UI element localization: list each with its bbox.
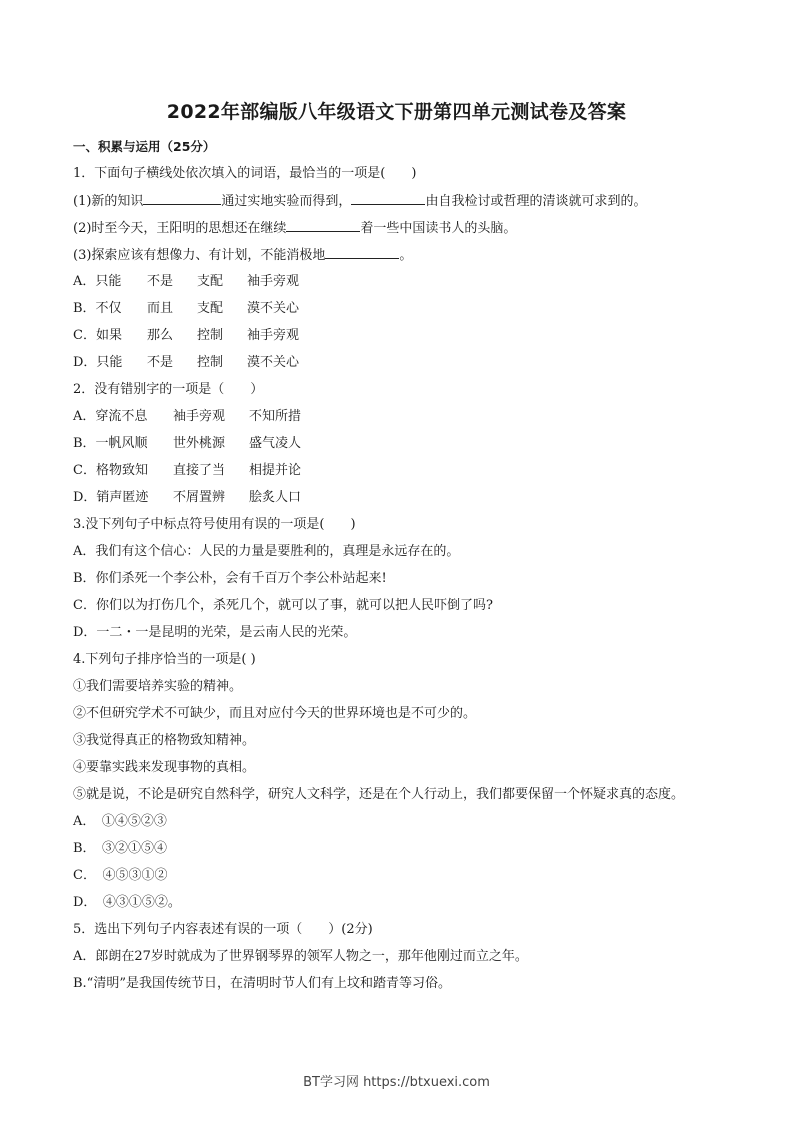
option-word: 袖手旁观 <box>247 274 300 289</box>
question-1-option-b <box>73 300 773 318</box>
option-word: A．穿流不息 <box>73 409 148 424</box>
option-word: 世外桃源 <box>173 436 226 451</box>
option-word: 控制 <box>197 328 224 343</box>
question-2-option-c <box>73 462 773 480</box>
option-word: C．格物致知 <box>73 463 148 478</box>
text-fragment: (2)时至今天，王阳明的思想还在继续 <box>73 221 287 236</box>
question-1-option-c <box>73 327 773 345</box>
question-4-stem: 4.下列句子排序恰当的一项是( ) <box>73 652 256 667</box>
text-fragment: (1)新的知识 <box>73 194 144 209</box>
question-5-option-b: B.“清明”是我国传统节日，在清明时节人们有上坟和踏青等习俗。 <box>73 976 451 991</box>
question-4-sentence-4: ④要靠实践来发现事物的真相。 <box>73 760 256 775</box>
fill-blank <box>351 192 425 205</box>
question-1-stem: 1．下面句子横线处依次填入的词语，最恰当的一项是( ) <box>73 166 417 181</box>
question-2-stem: 2．没有错别字的一项是（ ） <box>73 382 264 397</box>
option-word: B．一帆风顺 <box>73 436 148 451</box>
question-4-option-d: D． ④③①⑤②。 <box>73 895 181 910</box>
option-word: A．只能 <box>73 274 122 289</box>
question-4-option-a: A． ①④⑤②③ <box>73 814 167 829</box>
question-1-option-d <box>73 354 773 372</box>
option-word: 盛气凌人 <box>249 436 302 451</box>
footer-watermark: BT学习网 https://btxuexi.com <box>303 1075 490 1090</box>
question-3-option-d: D．一二・一是昆明的光荣，是云南人民的光荣。 <box>73 625 357 640</box>
question-4-option-b: B． ③②①⑤④ <box>73 841 168 856</box>
option-word: 袖手旁观 <box>247 328 300 343</box>
option-word: 袖手旁观 <box>173 409 226 424</box>
fill-blank <box>143 192 221 205</box>
option-word: 支配 <box>197 274 224 289</box>
text-fragment: 通过实地实验而得到， <box>221 194 352 209</box>
option-word: 漠不关心 <box>247 355 300 370</box>
question-4-option-c: C． ④⑤③①② <box>73 868 168 883</box>
question-5-option-a: A．郎朗在27岁时就成为了世界钢琴界的领军人物之一，那年他刚过而立之年。 <box>73 949 528 964</box>
page-title: 2022年部编版八年级语文下册第四单元测试卷及答案 <box>166 101 627 123</box>
option-word: 不是 <box>147 274 174 289</box>
fill-blank <box>286 219 360 232</box>
option-word: D．只能 <box>73 355 123 370</box>
question-2-option-a <box>73 408 773 426</box>
option-word: 那么 <box>147 328 174 343</box>
question-1-option-a <box>73 273 773 291</box>
text-fragment: (3)探索应该有想像力、有计划，不能消极地 <box>73 248 326 263</box>
section-heading: 一、积累与运用（25分） <box>73 139 216 154</box>
option-word: 相提并论 <box>249 463 302 478</box>
question-1-sentence-2 <box>73 219 773 238</box>
question-4-sentence-2: ②不但研究学术不可缺少，而且对应付今天的世界环境也是不可少的。 <box>73 706 477 721</box>
text-fragment: 。 <box>399 248 413 263</box>
option-word: D．销声匿迹 <box>73 490 149 505</box>
question-1-sentence-3 <box>73 246 773 265</box>
option-word: 不屑置辨 <box>173 490 226 505</box>
question-3-stem: 3.没下列句子中标点符号使用有误的一项是( ) <box>73 517 356 532</box>
text-fragment: 着一些中国读书人的头脑。 <box>360 221 517 236</box>
option-word: 而且 <box>147 301 174 316</box>
text-fragment: 由自我检讨或哲理的清谈就可求到的。 <box>425 194 647 209</box>
option-word: 漠不关心 <box>247 301 300 316</box>
question-4-sentence-5: ⑤就是说，不论是研究自然科学，研究人文科学，还是在个人行动上，我们都要保留一个怀疑求真的态度。 <box>73 787 685 802</box>
question-3-option-b: B．你们杀死一个李公朴，会有千百万个李公朴站起来! <box>73 571 387 586</box>
question-2-option-b <box>73 435 773 453</box>
question-3-option-a: A．我们有这个信心：人民的力量是要胜利的，真理是永远存在的。 <box>73 544 460 559</box>
option-word: 支配 <box>197 301 224 316</box>
question-5-stem: 5．选出下列句子内容表述有误的一项（ ）(2分) <box>73 922 373 937</box>
option-word: B．不仅 <box>73 301 122 316</box>
question-4-sentence-3: ③我觉得真正的格物致知精神。 <box>73 733 256 748</box>
question-2-option-d <box>73 489 773 507</box>
fill-blank <box>325 246 399 259</box>
option-word: 不知所措 <box>249 409 302 424</box>
question-4-sentence-1: ①我们需要培养实验的精神。 <box>73 679 243 694</box>
option-word: 不是 <box>147 355 174 370</box>
option-word: 脍炙人口 <box>249 490 302 505</box>
question-1-sentence-1 <box>73 192 773 211</box>
option-word: C．如果 <box>73 328 122 343</box>
option-word: 直接了当 <box>173 463 226 478</box>
option-word: 控制 <box>197 355 224 370</box>
question-3-option-c: C．你们以为打伤几个，杀死几个，就可以了事，就可以把人民吓倒了吗? <box>73 598 493 613</box>
